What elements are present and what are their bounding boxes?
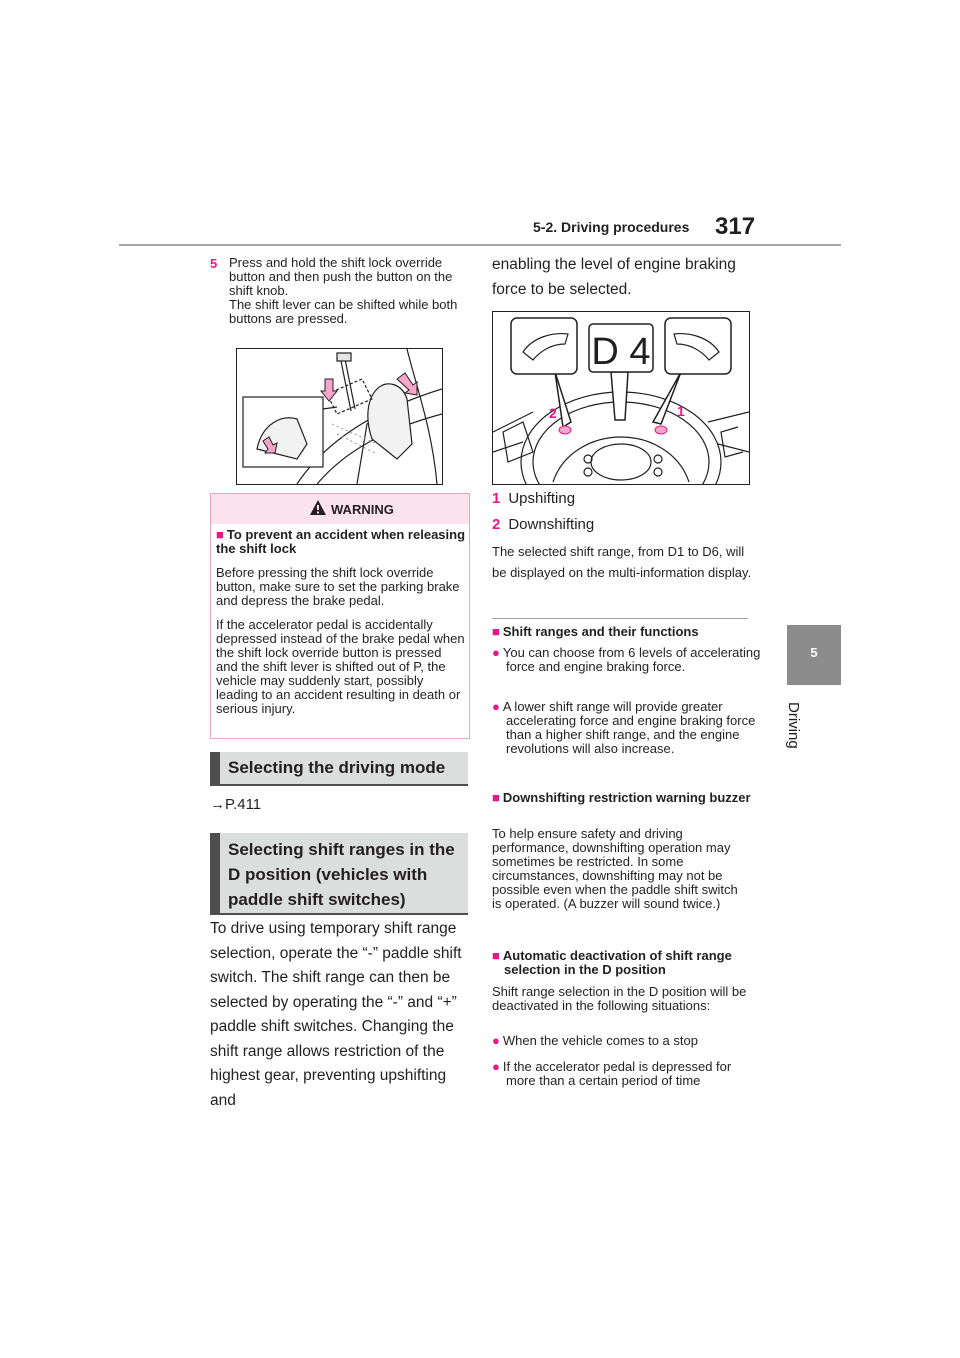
shift-lever-drawing <box>237 349 442 484</box>
step-number: 5 <box>210 256 218 271</box>
subheading-buzzer: ■ Downshifting restriction warning buzzer <box>492 790 751 805</box>
subheading-functions: ■ Shift ranges and their functions <box>492 624 699 639</box>
bullet-icon: ● <box>492 1059 500 1074</box>
warning-paragraph: Before pressing the shift lock override button, make sure to set the parking brake and depress the brake pedal. <box>216 565 460 608</box>
page-number: 317 <box>715 213 756 240</box>
legend-item: 2 Downshifting <box>492 516 595 533</box>
page-reference: →P.411 <box>210 796 262 813</box>
shift-lever-illustration <box>236 348 443 485</box>
bullet-icon: ● <box>492 699 500 714</box>
steering-wheel-drawing <box>493 312 749 484</box>
section-heading-driving-mode: Selecting the driving mode <box>210 752 468 786</box>
step-text-line1: Press and hold the shift lock override button and then push the button on the shift knob. <box>229 255 453 298</box>
square-bullet-icon: ■ <box>492 624 500 639</box>
warning-paragraph: If the accelerator pedal is accidentally depressed instead of the brake pedal when the shift lock override button is pressed and the shift lever is shifted out of P, the vehicle may suddenly start, possibly leading to an accident resulting in death or serious injury. <box>216 617 465 716</box>
callout-2: 2 <box>549 405 557 421</box>
paddle-shift-illustration <box>492 311 750 485</box>
square-bullet-icon: ■ <box>216 527 224 542</box>
bullet-icon: ● <box>492 1033 500 1048</box>
display-readout: D 4 <box>591 331 651 373</box>
display-note: The selected shift range, from D1 to D6, will be displayed on the multi-information display. <box>492 544 752 580</box>
chapter-label: Driving <box>785 702 802 749</box>
chapter-tab <box>787 625 841 685</box>
divider <box>492 618 748 619</box>
section-title: 5-2. Driving procedures <box>533 219 690 235</box>
shift-ranges-paragraph: To drive using temporary shift range selection, operate the “-” paddle shift switch. The shift range can then be selected by operating the “-” and “+” paddle shift switches. Changing the shift range allows restriction of the highest gear, preventing upshifting and <box>210 920 462 1109</box>
warning-subheading: ■ To prevent an accident when releasing the shift lock <box>216 527 466 556</box>
deactivation-paragraph: Shift range selection in the D position will be deactivated in the following situations: <box>492 984 747 1013</box>
callout-1: 1 <box>677 403 685 419</box>
shift-ranges-paragraph-continued: enabling the level of engine braking force to be selected. <box>492 256 736 298</box>
chapter-number: 5 <box>810 645 818 660</box>
warning-header <box>211 494 469 524</box>
legend-item: 1 Upshifting <box>492 490 576 507</box>
subheading-deactivation: ■ Automatic deactivation of shift range selection in the D position <box>492 948 732 977</box>
list-item: ● You can choose from 6 levels of accelerating force and engine braking force. <box>492 645 761 674</box>
square-bullet-icon: ■ <box>492 948 500 963</box>
list-item: ● If the accelerator pedal is depressed for more than a certain period of time <box>492 1059 732 1088</box>
warning-icon <box>309 499 327 516</box>
step-text-line2: The shift lever can be shifted while both buttons are pressed. <box>229 297 458 326</box>
list-item: ● A lower shift range will provide greater accelerating force and engine braking force than a higher shift range, and the engine revolutions will also increase. <box>492 699 756 756</box>
step-text <box>229 256 475 326</box>
list-item: ● When the vehicle comes to a stop <box>492 1033 698 1048</box>
bullet-icon: ● <box>492 645 500 660</box>
section-heading-shift-ranges: Selecting shift ranges in the D position (vehicles with paddle shift switches) <box>210 833 468 915</box>
square-bullet-icon: ■ <box>492 790 500 805</box>
warning-box <box>210 493 470 739</box>
warning-title: WARNING <box>331 502 394 517</box>
buzzer-paragraph: To help ensure safety and driving performance, downshifting operation may sometimes be restricted. In some circumstances, downshifting may not be possible even when the paddle shift switch is operated. (A buzzer will sound twice.) <box>492 826 738 911</box>
header-rule <box>119 244 841 246</box>
